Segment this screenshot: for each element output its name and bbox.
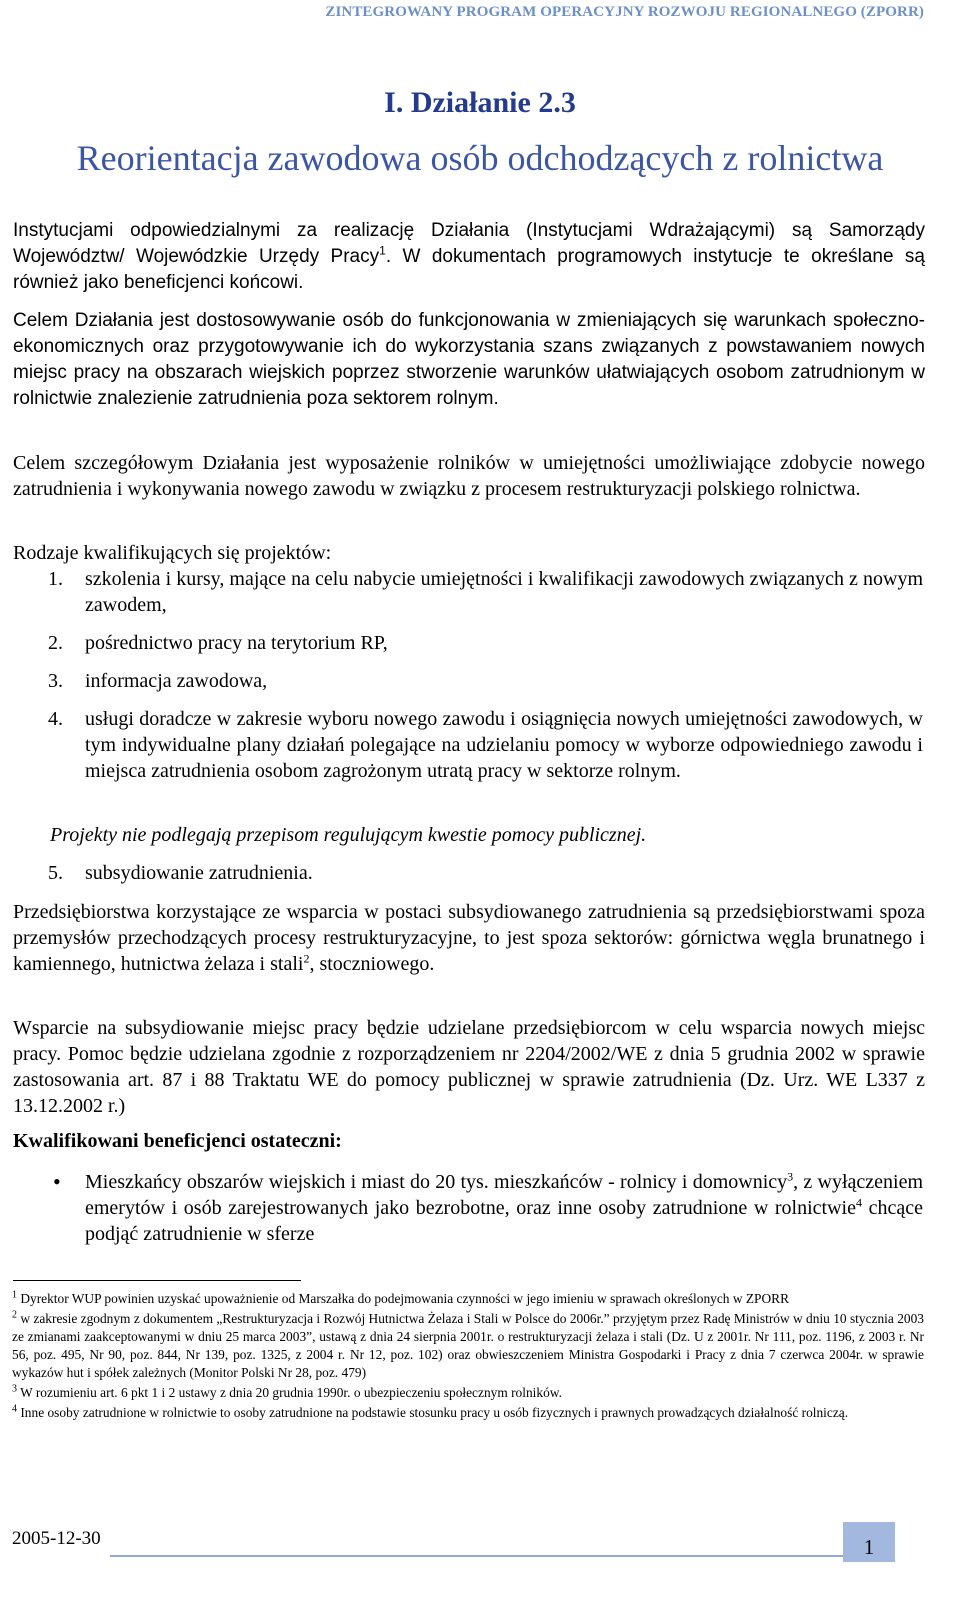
paragraph-enterprises-text-end: , stoczniowego.	[309, 953, 435, 975]
list-item	[13, 630, 925, 656]
footnote-text: W rozumieniu art. 6 pkt 1 i 2 ustawy z dnia 20 grudnia 1990r. o ubezpieczeniu społecznym rolników.	[17, 1385, 562, 1400]
list-text: szkolenia i kursy, mające na celu nabycie umiejętności i kwalifikacji zawodowych związanych z nowym zawodem,	[85, 568, 923, 616]
bullet-item	[13, 1169, 925, 1247]
list-number: 1.	[48, 568, 63, 590]
list-number: 5.	[48, 862, 63, 884]
action-heading: I. Działanie 2.3	[384, 86, 576, 119]
paragraph-enterprises	[13, 899, 925, 977]
footnote-ref-4: 4	[855, 1195, 862, 1210]
footnote	[12, 1310, 924, 1382]
footnote	[12, 1404, 924, 1422]
list-item	[13, 706, 925, 810]
footnote-text: w zakresie zgodnym z dokumentem „Restrukturyzacja i Rozwój Hutnictwa Żelaza i Stali w Polsce do 2006r.” przyjętym przez Radę Ministrów w dniu 10 stycznia 2003 ze zmianami zaakceptowanymi w dniu 25 marca 2003”, ustawą z dnia 24 sierpnia 2001r. o restrukturyzacji żelaza i stali (Dz. U z 2001r. Nr 111, poz. 1196, z 2003 r. Nr 56, poz. 495, Nr 90, poz. 844, Nr 139, poz. 1325, z 2004 r. Nr 12, poz. 102) oraz obwieszczeniem Ministra Gospodarki i Pracy z dnia 7 czerwca 2004r. w sprawie wykazów hut i spółek zależnych (Monitor Polski Nr 28, poz. 479)	[12, 1311, 924, 1380]
bullet-text-part: chcące podjąć zatrudnienie w sferze	[85, 1197, 923, 1245]
list-number: 2.	[48, 632, 63, 654]
list-item	[13, 566, 925, 618]
footnote-number: 2	[12, 1309, 17, 1321]
footnote-ref-2: 2	[303, 951, 310, 966]
footnote-divider	[13, 1280, 301, 1281]
page-number-box	[843, 1522, 895, 1562]
list-text: pośrednictwo pracy na terytorium RP,	[85, 632, 388, 654]
paragraph-goal: Celem Działania jest dostosowywanie osób do funkcjonowania w zmieniających się warunkach społeczno-ekonomicznych oraz przygotowywanie ich do wykorzystania szans związanych z powstawaniem nowych miejsc pracy na obszarach wiejskich poprzez stworzenie warunków ułatwiających osobom zatrudnionym w rolnictwie znalezienie zatrudnienia poza sektorem rolnym.	[13, 310, 925, 409]
footnote-number: 3	[12, 1383, 17, 1395]
paragraph-enterprises-text: Przedsiębiorstwa korzystające ze wsparcia w postaci subsydiowanego zatrudnienia są przedsiębiorstwami spoza przemysłów przechodzących procesy restrukturyzacyjne, to jest spoza sektorów: górnictwa węgla brunatnego i kamiennego, hutnictwa żelaza i stali	[13, 901, 925, 975]
paragraph-support: Wsparcie na subsydiowanie miejsc pracy będzie udzielane przedsiębiorcom w celu wsparcia nowych miejsc pracy. Pomoc będzie udzielana zgodnie z rozporządzeniem nr 2204/2002/WE z dnia 5 grudnia 2002 w sprawie zastosowania art. 87 i 88 Traktatu WE do pomocy publicznej w sprawie zatrudnienia (Dz. Urz. WE L337 z 13.12.2002 r.)	[13, 1017, 925, 1117]
footer-divider	[110, 1555, 850, 1557]
paragraph-project-types: Rodzaje kwalifikujących się projektów:	[13, 542, 332, 564]
bullet-text-part: , z wyłączeniem emerytów i osób zarejestrowanych jako bezrobotne, oraz inne osoby zatrudnione w rolnictwie	[85, 1171, 924, 1219]
footnote-ref-3: 3	[787, 1169, 794, 1184]
paragraph-specific-goal: Celem szczegółowym Działania jest wyposażenie rolników w umiejętności umożliwiające zdobycie nowego zatrudnienia i wykonywania nowego zawodu w związku z procesem restrukturyzacji polskiego rolnictwa.	[13, 452, 925, 500]
page-title: Reorientacja zawodowa osób odchodzących z rolnictwa	[76, 138, 884, 178]
list-text: subsydiowanie zatrudnienia.	[85, 862, 313, 884]
footnote-ref-1: 1	[379, 243, 386, 258]
bullet-icon: •	[53, 1169, 61, 1194]
paragraph-institutions	[13, 218, 925, 296]
paragraph-institutions-text: Instytucjami odpowiedzialnymi za realizację Działania (Instytucjami Wdrażającymi) są Samorządy Województw/ Wojewódzkie Urzędy Pracy	[13, 220, 925, 267]
footnote-text: Dyrektor WUP powinien uzyskać upoważnienie od Marszałka do podejmowania czynności w jego imieniu w sprawach określonych w ZPORR	[17, 1291, 790, 1306]
footnotes	[12, 1290, 924, 1424]
footnote	[12, 1290, 924, 1308]
bullet-text-part: Mieszkańcy obszarów wiejskich i miast do 20 tys. mieszkańców - rolnicy i domownicy	[85, 1171, 788, 1193]
footnote-number: 4	[12, 1403, 17, 1415]
list-number: 3.	[48, 670, 63, 692]
footnote-number: 1	[12, 1289, 17, 1301]
footer-date: 2005-12-30	[12, 1528, 101, 1549]
page-number: 1	[863, 1535, 875, 1559]
public-aid-note: Projekty nie podlegają przepisom regulującym kwestie pomocy publicznej.	[50, 824, 647, 846]
footnote	[12, 1384, 924, 1402]
list-text: informacja zawodowa,	[85, 670, 268, 692]
list-item	[13, 668, 925, 694]
list-text: usługi doradcze w zakresie wyboru nowego zawodu i osiągnięcia nowych umiejętności zawodowych, w tym indywidualne plany działań polegające na udzielaniu pomocy w wyborze odpowiedniego zawodu i miejsca zatrudnienia osobom zagrożonym utratą pracy w sektorze rolnym.	[85, 708, 923, 782]
paragraph-institutions-text-end: . W dokumentach programowych instytucje te określane są również jako beneficjenci końcowi.	[13, 246, 925, 293]
running-header: ZINTEGROWANY PROGRAM OPERACYJNY ROZWOJU REGIONALNEGO (ZPORR)	[325, 4, 924, 20]
beneficiaries-heading: Kwalifikowani beneficjenci ostateczni:	[13, 1130, 342, 1152]
footnote-text: Inne osoby zatrudnione w rolnictwie to osoby zatrudnione na podstawie stosunku pracy u osób fizycznych i prawnych prowadzących działalność rolniczą.	[17, 1405, 849, 1420]
bullet-text	[85, 1169, 923, 1247]
list-item	[13, 860, 925, 886]
list-number: 4.	[48, 708, 63, 730]
